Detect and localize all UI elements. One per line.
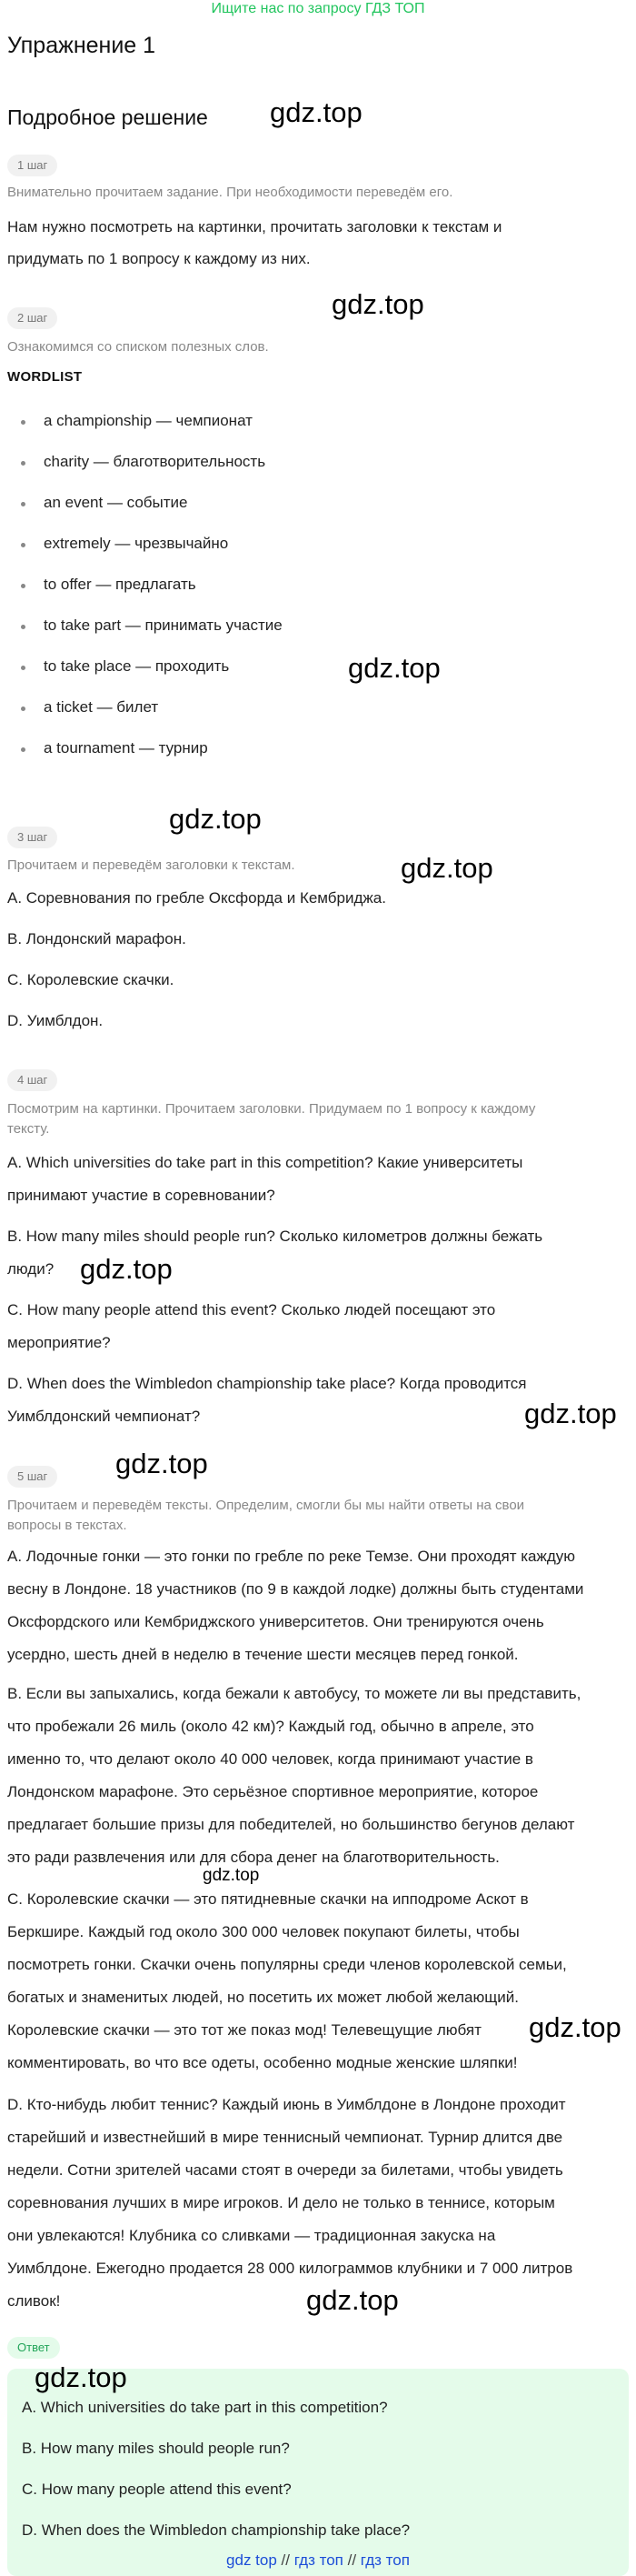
paragraph-line: соревнования лучших в мире игроков. И дело не только в теннисе, которым bbox=[7, 2194, 555, 2211]
paragraph-line: Оксфордского или Кембриджского университетов. Они тренируются очень bbox=[7, 1613, 544, 1630]
wordlist-title: WORDLIST bbox=[7, 369, 83, 385]
bullet-icon bbox=[21, 625, 25, 629]
heading-item: C. Королевские скачки. bbox=[7, 971, 174, 988]
step-note: Прочитаем и переведём тексты. Определим, смогли бы мы найти ответы на свои bbox=[7, 1498, 525, 1513]
paragraph-line: Лондонском марафоне. Это серьёзное спортивное мероприятие, которое bbox=[7, 1783, 539, 1800]
step-note: Посмотрим на картинки. Прочитаем заголовки. Придумаем по 1 вопросу к каждому bbox=[7, 1101, 536, 1117]
paragraph-line: сливок! bbox=[7, 2292, 61, 2310]
step-text-line: Нам нужно посмотреть на картинки, прочитать заголовки к текстам и bbox=[7, 218, 502, 236]
bullet-icon bbox=[21, 707, 25, 711]
paragraph-line: комментировать, во что все одеты, особенно модные женские шляпки! bbox=[7, 2054, 518, 2071]
bullet-icon bbox=[21, 747, 25, 752]
paragraph-line: именно то, что делают около 40 000 человек, когда принимают участие в bbox=[7, 1750, 533, 1768]
question-line: B. How many miles should people run? Сколько километров должны бежать bbox=[7, 1228, 543, 1245]
watermark: gdz.top bbox=[80, 1253, 173, 1285]
list-item: to take part — принимать участие bbox=[0, 616, 636, 657]
paragraph-line: Беркшире. Каждый год около 300 000 человек покупают билеты, чтобы bbox=[7, 1923, 520, 1940]
heading-item: B. Лондонский марафон. bbox=[7, 930, 186, 947]
step-note: Прочитаем и переведём заголовки к текстам. bbox=[7, 857, 295, 873]
paragraph-line: предлагает большие призы для победителей, но большинство бегунов делают bbox=[7, 1816, 575, 1833]
list-item: charity — благотворительность bbox=[0, 452, 636, 493]
paragraph-line: старейший и известнейший в мире теннисный чемпионат. Турнир длится две bbox=[7, 2129, 563, 2146]
list-item: an event — событие bbox=[0, 493, 636, 534]
question-line: люди? bbox=[7, 1260, 55, 1278]
footer-link[interactable]: гдз топ bbox=[360, 2551, 410, 2569]
paragraph-line: B. Если вы запыхались, когда бежали к автобусу, то можете ли вы представить, bbox=[7, 1685, 581, 1702]
watermark: gdz.top bbox=[401, 852, 493, 884]
answer-item: A. Which universities do take part in this competition? bbox=[22, 2399, 388, 2416]
list-item: a tournament — турнир bbox=[0, 738, 636, 779]
page-title: Упражнение 1 bbox=[7, 33, 156, 58]
paragraph-line: Уимблдоне. Ежегодно продается 28 000 килограммов клубники и 7 000 литров bbox=[7, 2260, 573, 2277]
watermark: gdz.top bbox=[306, 2284, 399, 2316]
question-line: Уимблдонский чемпионат? bbox=[7, 1408, 201, 1425]
footer-link[interactable]: gdz top bbox=[226, 2551, 277, 2569]
paragraph-line: богатых и знаменитых людей, но посетить их может любой желающий. bbox=[7, 1989, 519, 2006]
paragraph-line: C. Королевские скачки — это пятидневные скачки на ипподроме Аскот в bbox=[7, 1890, 529, 1908]
watermark: gdz.top bbox=[203, 1866, 260, 1885]
paragraph-line: весну в Лондоне. 18 участников (по 9 в каждой лодке) должны быть студентами bbox=[7, 1580, 584, 1598]
bullet-icon bbox=[21, 666, 25, 670]
watermark: gdz.top bbox=[270, 96, 363, 128]
step-badge: 4 шаг bbox=[7, 1069, 57, 1091]
heading-item: A. Соревнования по гребле Оксфорда и Кембриджа. bbox=[7, 889, 386, 907]
promo-banner: Ищите нас по запросу ГДЗ ТОП bbox=[211, 1, 425, 16]
list-item: extremely — чрезвычайно bbox=[0, 534, 636, 575]
paragraph-line: что пробежали 26 миль (около 42 км)? Каждый год, обычно в апреле, это bbox=[7, 1718, 534, 1735]
bullet-icon bbox=[21, 420, 25, 425]
watermark: gdz.top bbox=[332, 288, 424, 320]
paragraph-line: это ради развлечения или для сбора денег на благотворительность. bbox=[7, 1849, 500, 1866]
bullet-icon bbox=[21, 461, 25, 466]
heading-item: D. Уимблдон. bbox=[7, 1012, 104, 1029]
paragraph-line: A. Лодочные гонки — это гонки по гребле по реке Темзе. Они проходят каждую bbox=[7, 1548, 576, 1565]
watermark: gdz.top bbox=[529, 2011, 621, 2043]
watermark: gdz.top bbox=[35, 2361, 127, 2393]
paragraph-line: D. Кто-нибудь любит теннис? Каждый июнь в Уимблдоне в Лондоне проходит bbox=[7, 2096, 566, 2113]
list-item: a championship — чемпионат bbox=[0, 411, 636, 452]
footer-separator: // bbox=[347, 2551, 357, 2569]
paragraph-line: Королевские скачки — это тот же показ мод! Телевещущие любят bbox=[7, 2021, 482, 2039]
paragraph-line: посмотреть гонки. Скачки очень популярны среди членов королевской семьи, bbox=[7, 1956, 567, 1973]
step-note: вопросы в текстах. bbox=[7, 1518, 127, 1533]
footer-separator: // bbox=[281, 2551, 290, 2569]
footer-link[interactable]: гдз топ bbox=[293, 2551, 343, 2569]
question-line: принимают участие в соревновании? bbox=[7, 1187, 275, 1204]
step-note: Ознакомимся со списком полезных слов. bbox=[7, 339, 269, 355]
watermark: gdz.top bbox=[348, 652, 441, 684]
step-badge: 1 шаг bbox=[7, 155, 57, 176]
list-item: to offer — предлагать bbox=[0, 575, 636, 616]
question-line: мероприятие? bbox=[7, 1334, 111, 1351]
watermark: gdz.top bbox=[169, 803, 262, 835]
paragraph-line: они увлекаются! Клубника со сливками — традиционная закуска на bbox=[7, 2227, 496, 2244]
bullet-icon bbox=[21, 584, 25, 588]
list-item: a ticket — билет bbox=[0, 697, 636, 738]
answer-item: C. How many people attend this event? bbox=[22, 2481, 292, 2498]
step-badge: 3 шаг bbox=[7, 827, 57, 848]
answer-item: B. How many miles should people run? bbox=[22, 2440, 290, 2457]
question-line: C. How many people attend this event? Сколько людей посещают это bbox=[7, 1301, 496, 1318]
list-item: to take place — проходить bbox=[0, 657, 636, 697]
wordlist bbox=[0, 411, 636, 779]
footer-links bbox=[0, 2551, 636, 2571]
paragraph-line: усердно, шесть дней в неделю в течение шести месяцев перед гонкой. bbox=[7, 1646, 519, 1663]
step-badge: 5 шаг bbox=[7, 1466, 57, 1488]
watermark: gdz.top bbox=[524, 1398, 617, 1429]
section-title: Подробное решение bbox=[7, 105, 208, 129]
bullet-icon bbox=[21, 543, 25, 547]
question-line: A. Which universities do take part in this competition? Какие университеты bbox=[7, 1154, 523, 1171]
step-note: Внимательно прочитаем задание. При необходимости переведём его. bbox=[7, 185, 453, 200]
step-text-line: придумать по 1 вопросу к каждому из них. bbox=[7, 250, 311, 267]
answer-badge: Ответ bbox=[7, 2337, 60, 2359]
paragraph-line: недели. Сотни зрителей часами стоят в очереди за билетами, чтобы увидеть bbox=[7, 2161, 563, 2179]
question-line: D. When does the Wimbledon championship take place? Когда проводится bbox=[7, 1375, 527, 1392]
answer-item: D. When does the Wimbledon championship take place? bbox=[22, 2521, 411, 2539]
step-note: тексту. bbox=[7, 1121, 50, 1137]
step-badge: 2 шаг bbox=[7, 307, 57, 329]
bullet-icon bbox=[21, 502, 25, 506]
watermark: gdz.top bbox=[115, 1448, 208, 1479]
